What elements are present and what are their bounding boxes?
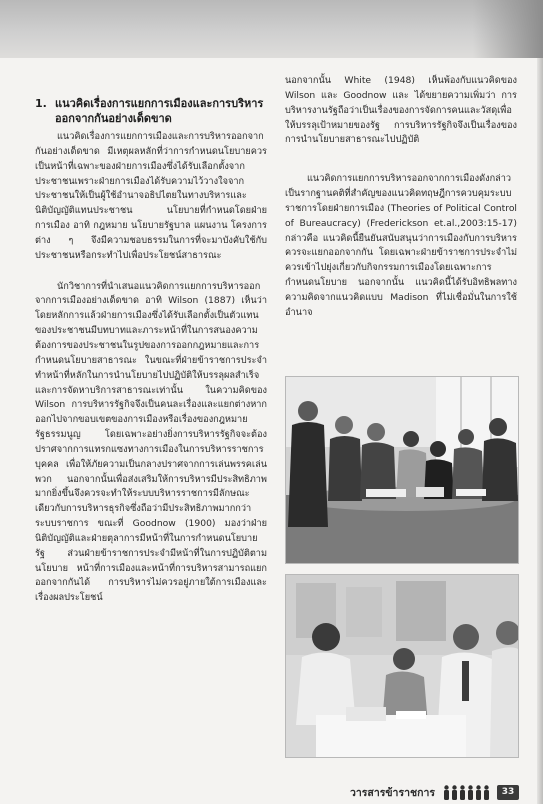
right-column — [285, 74, 517, 321]
person-icon — [443, 785, 450, 800]
right-paragraph-1: นอกจากนั้น White (1948) เห็นพ้องกับแนวคิดของ Wilson และ Goodnow และ ได้ขยายความเพิ่มว่า การบริหารงานรัฐถือว่าเป็นเรื่องของการจัดการคนและวัสดุเพื่อให้บรรลุเป้าหมายของรัฐ การบริหารรัฐกิจจึงเป็นเรื่องของการนำนโยบายสาธารณะไปปฏิบัติ — [285, 75, 517, 146]
left-paragraph-2: นักวิชาการที่นำเสนอแนวคิดการแยกการบริหารออกจากการเมืองอย่างเด็ดขาด อาทิ Wilson (1887) เห็นว่าโดยหลักการแล้วฝ่ายการเมืองซึ่งได้รับเลือกตั้งเป็นตัวแทนของประชาชนมีบทบาทและภาระหน้าที่ในการสนองความต้องการของประชาชนในรูปของการออกกฎหมายและการกำหนดนโยบายสาธารณะ ในขณะที่ฝ่ายข้าราชการประจำทำหน้าที่หลักในการนำนโยบายไปปฏิบัติให้บรรลุผลสำเร็จและการจัดหาบริการสาธารณะเท่านั้น ในความคิดของ Wilson การบริหารรัฐกิจจึงเป็นคนละเรื่องและแยกต่างหากออกไปจากขอบเขตของการเมืองหรือเรื่องของกฎหมายรัฐธรรมนูญ โดยเฉพาะอย่างยิ่งการบริหารรัฐกิจจะต้องปราศจากการแทรกแซงทางการเมืองในการบริหารราชการบุคคล เพื่อให้ภัยความเป็นกลางปราศจากการเล่นพรรคเล่นพวก นอกจากนั้นเพื่อส่งเสริมให้การบริหารมีประสิทธิภาพมากยิ่งขึ้นจึงควรจะทำให้ระบบบริหารราชการมีลักษณะเดียวกับการบริหารธุรกิจซึ่งถือว่ามีประสิทธิภาพมากกว่าระบบราชการ ขณะที่ Goodnow (1900) มองว่าฝ่ายนิติบัญญัติและฝ่ายตุลาการมีหน้าที่ในการกำหนดนโยบายรัฐ ส่วนฝ่ายข้าราชการประจำมีหน้าที่ในการปฏิบัติตามนโยบาย หน้าที่การเมืองและหน้าที่การบริหารสามารถแยกออกจากกันได้ การบริหารไม่ควรอยู่ภายใต้การเมืองและเรื่องผลประโยชน์ — [35, 280, 267, 604]
section-number: 1. — [35, 97, 47, 110]
paragraph-gap — [35, 264, 267, 280]
page-edge — [537, 58, 543, 804]
top-band — [0, 0, 543, 58]
journal-name: วารสารข้าราชการ — [350, 786, 436, 799]
office-photo-illustration — [286, 575, 518, 757]
people-logo-icon — [443, 784, 490, 800]
person-icon — [467, 785, 474, 800]
meeting-photo — [285, 376, 519, 564]
page-number: 33 — [497, 785, 519, 800]
person-icon — [483, 785, 490, 800]
top-band-shade — [473, 0, 543, 58]
left-column — [35, 96, 267, 606]
section-title: แนวคิดเรื่องการแยกการเมืองและการบริหารออกจากกันอย่างเด็ดขาด — [55, 97, 264, 125]
person-icon — [475, 785, 482, 800]
paragraph-gap — [285, 148, 517, 172]
left-paragraph-1: แนวคิดเรื่องการแยกการเมืองและการบริหารออกจากกันอย่างเด็ดขาด มีเหตุผลหลักที่ว่าการกำหนดนโยบายควรเป็นหน้าที่เฉพาะของฝ่ายการเมืองซึ่งได้รับเลือกตั้งจากประชาชนเพราะฝ่ายการเมืองได้รับความไว้วางใจจากประชาชนให้เป็นผู้ใช้อำนาจอธิปไตยในทางบริหารและนิติบัญญัติแทนประชาชน นโยบายที่กำหนดโดยฝ่ายการเมือง อาทิ กฎหมาย นโยบายรัฐบาล แผนงาน โครงการต่าง ๆ จึงมีความชอบธรรมในการที่จะมาบังคับใช้กับประชาชนหรือกระทำไปเพื่อประโยชน์สาธารณะ — [35, 131, 267, 261]
office-photo — [285, 574, 519, 758]
right-paragraph-2: แนวคิดการแยกการบริหารออกจากการเมืองดังกล่าว เป็นรากฐานคติที่สำคัญของแนวคิดทฤษฎีการควบคุมระบบราชการโดยฝ่ายการเมือง (Theories of Political Control of Bureaucracy) (Frederickson et.al.,2003:15-17) กล่าวคือ แนวคิดนี้ยืนยันสนับสนุนว่าการเมืองกับการบริหารควรจะแยกออกจากกัน โดยเฉพาะฝ่ายข้าราชการประจำไม่ควรเข้าไปยุ่งเกี่ยวกับกิจกรรมการเมืองโดยเฉพาะการกำหนดนโยบาย นอกจากนั้น แนวคิดนี้ได้รับอิทธิพลทางความคิดจากแนวคิดแบบ Madison ที่ไม่เชื่อมั่นในการใช้อำนาจ — [285, 173, 517, 318]
person-icon — [451, 785, 458, 800]
person-icon — [459, 785, 466, 800]
section-heading — [35, 96, 267, 126]
meeting-photo-illustration — [286, 377, 518, 563]
page-footer — [350, 783, 519, 801]
